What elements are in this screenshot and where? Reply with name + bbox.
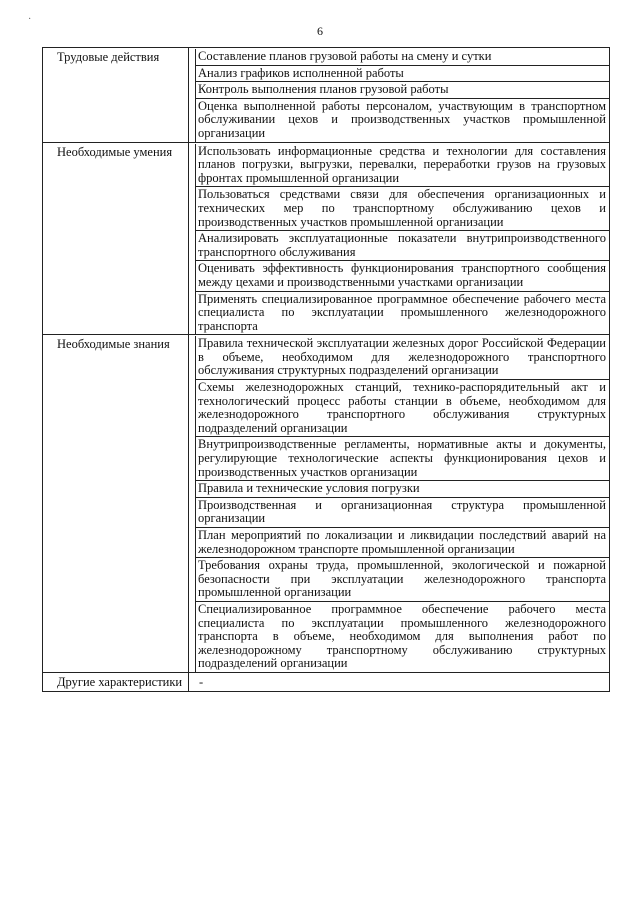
row-label-labor-actions: Трудовые действия [43,48,189,143]
list-item: Анализ графиков исполненной работы [195,66,609,83]
list-item: Составление планов грузовой работы на смену и сутки [195,49,609,66]
list-item: Контроль выполнения планов грузовой работы [195,82,609,99]
list-item: Схемы железнодорожных станций, технико-распорядительный акт и технологический процесс работы станции в объеме, необходимом для железнодорожного транспортного обслуживания структурных подразделений организации [195,380,609,437]
list-item: Оценивать эффективность функционирования транспортного сообщения между цехами и производственными участками организации [195,261,609,291]
row-items [189,142,610,335]
list-item: Производственная и организационная структура промышленной организации [195,498,609,528]
list-item: Правила технической эксплуатации железных дорог Российской Федерации в объеме, необходимом для железнодорожного транспортного обслуживания структурных подразделений организации [195,336,609,380]
qualification-table [42,47,610,692]
list-item: Применять специализированное программное обеспечение рабочего места специалиста по эксплуатации промышленного железнодорожного транспорта [195,292,609,335]
table-row [43,335,610,673]
row-items [189,672,610,691]
page-number: 6 [317,24,323,38]
row-label-knowledge: Необходимые знания [43,335,189,673]
row-items [189,48,610,143]
list-item: Правила и технические условия погрузки [195,481,609,498]
row-items [189,335,610,673]
scan-mark: · [28,14,32,25]
table-row [43,672,610,691]
table-row [43,142,610,335]
list-item: Требования охраны труда, промышленной, экологической и пожарной безопасности при эксплуатации железнодорожного транспорта промышленной организации [195,558,609,602]
table-row [43,48,610,143]
other-characteristics-value: - [199,674,204,689]
row-label-skills: Необходимые умения [43,142,189,335]
list-item: Анализировать эксплуатационные показатели внутрипроизводственного транспортного обслуживания [195,231,609,261]
row-label-other: Другие характеристики [43,672,189,691]
list-item: Специализированное программное обеспечение рабочего места специалиста по эксплуатации промышленного железнодорожного транспорта в объеме, необходимом для выполнения работ по железнодорожному транспортному обслуживанию структурных подразделений организации [195,602,609,672]
list-item: Пользоваться средствами связи для обеспечения организационных и технических мер по транспортному обслуживанию цехов и производственных участков промышленной организации [195,187,609,231]
list-item: Использовать информационные средства и технологии для составления планов погрузки, выгрузки, перевалки, переработки грузов на грузовых фронтах промышленной организации [195,144,609,188]
list-item: План мероприятий по локализации и ликвидации последствий аварий на железнодорожном транспорте промышленной организации [195,528,609,558]
list-item: Оценка выполненной работы персоналом, участвующим в транспортном обслуживании цехов и производственных участков промышленной организации [195,99,609,142]
list-item: Внутрипроизводственные регламенты, нормативные акты и документы, регулирующие технологические аспекты функционирования цехов и производственных участков организации [195,437,609,481]
